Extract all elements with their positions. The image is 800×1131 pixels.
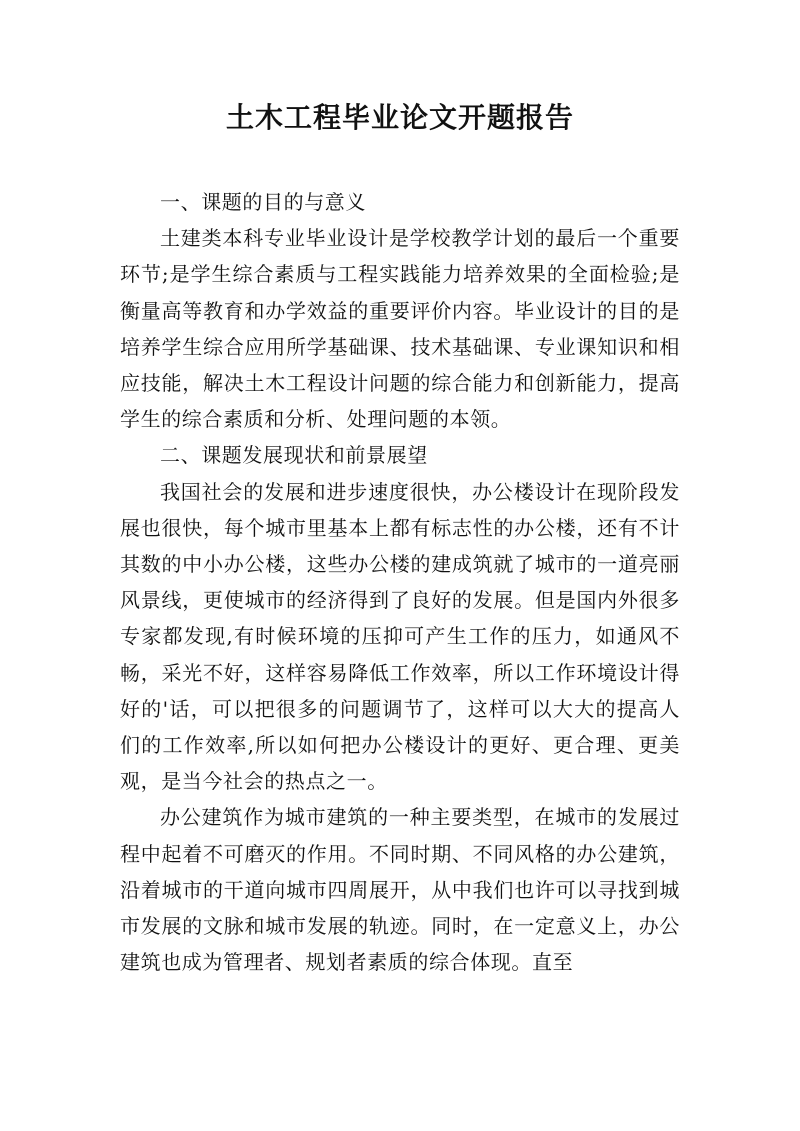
paragraph-purpose: 土建类本科专业毕业设计是学校教学计划的最后一个重要环节;是学生综合素质与工程实践能力培养效果的全面检验;是衡量高等教育和办学效益的重要评价内容。毕业设计的目的是培养学生综合应用所学基础课、技术基础课、专业课知识和相应技能，解决土木工程设计问题的综合能力和创新能力，提高学生的综合素质和分析、处理问题的本领。 [120,226,680,432]
section-heading-status: 二、课题发展现状和前景展望 [160,443,428,468]
section-heading-purpose: 一、课题的目的与意义 [160,190,366,214]
paragraph-status: 我国社会的发展和进步速度很快，办公楼设计在现阶段发展也很快，每个城市里基本上都有标志性的办公楼，还有不计其数的中小办公楼，这些办公楼的建成筑就了城市的一道亮丽风景线，更使城市的经济得到了良好的发展。但是国内外很多专家都发现,有时候环境的压抑可产生工作的压力，如通风不畅，采光不好，这样容易降低工作效率，所以工作环境设计得好的'话，可以把很多的问题调节了，这样可以大大的提高人们的工作效率,所以如何把办公楼设计的更好、更合理、更美观，是当今社会的热点之一。 [120,479,680,794]
document-body [120,184,680,980]
document-title: 土木工程毕业论文开题报告 [225,101,574,134]
paragraph-office-buildings: 办公建筑作为城市建筑的一种主要类型，在城市的发展过程中起着不可磨灭的作用。不同时期、不同风格的办公建筑，沿着城市的干道向城市四周展开，从中我们也许可以寻找到城市发展的文脉和城市发展的轨迹。同时，在一定意义上，办公建筑也成为管理者、规划者素质的综合体现。直至 [120,805,680,975]
